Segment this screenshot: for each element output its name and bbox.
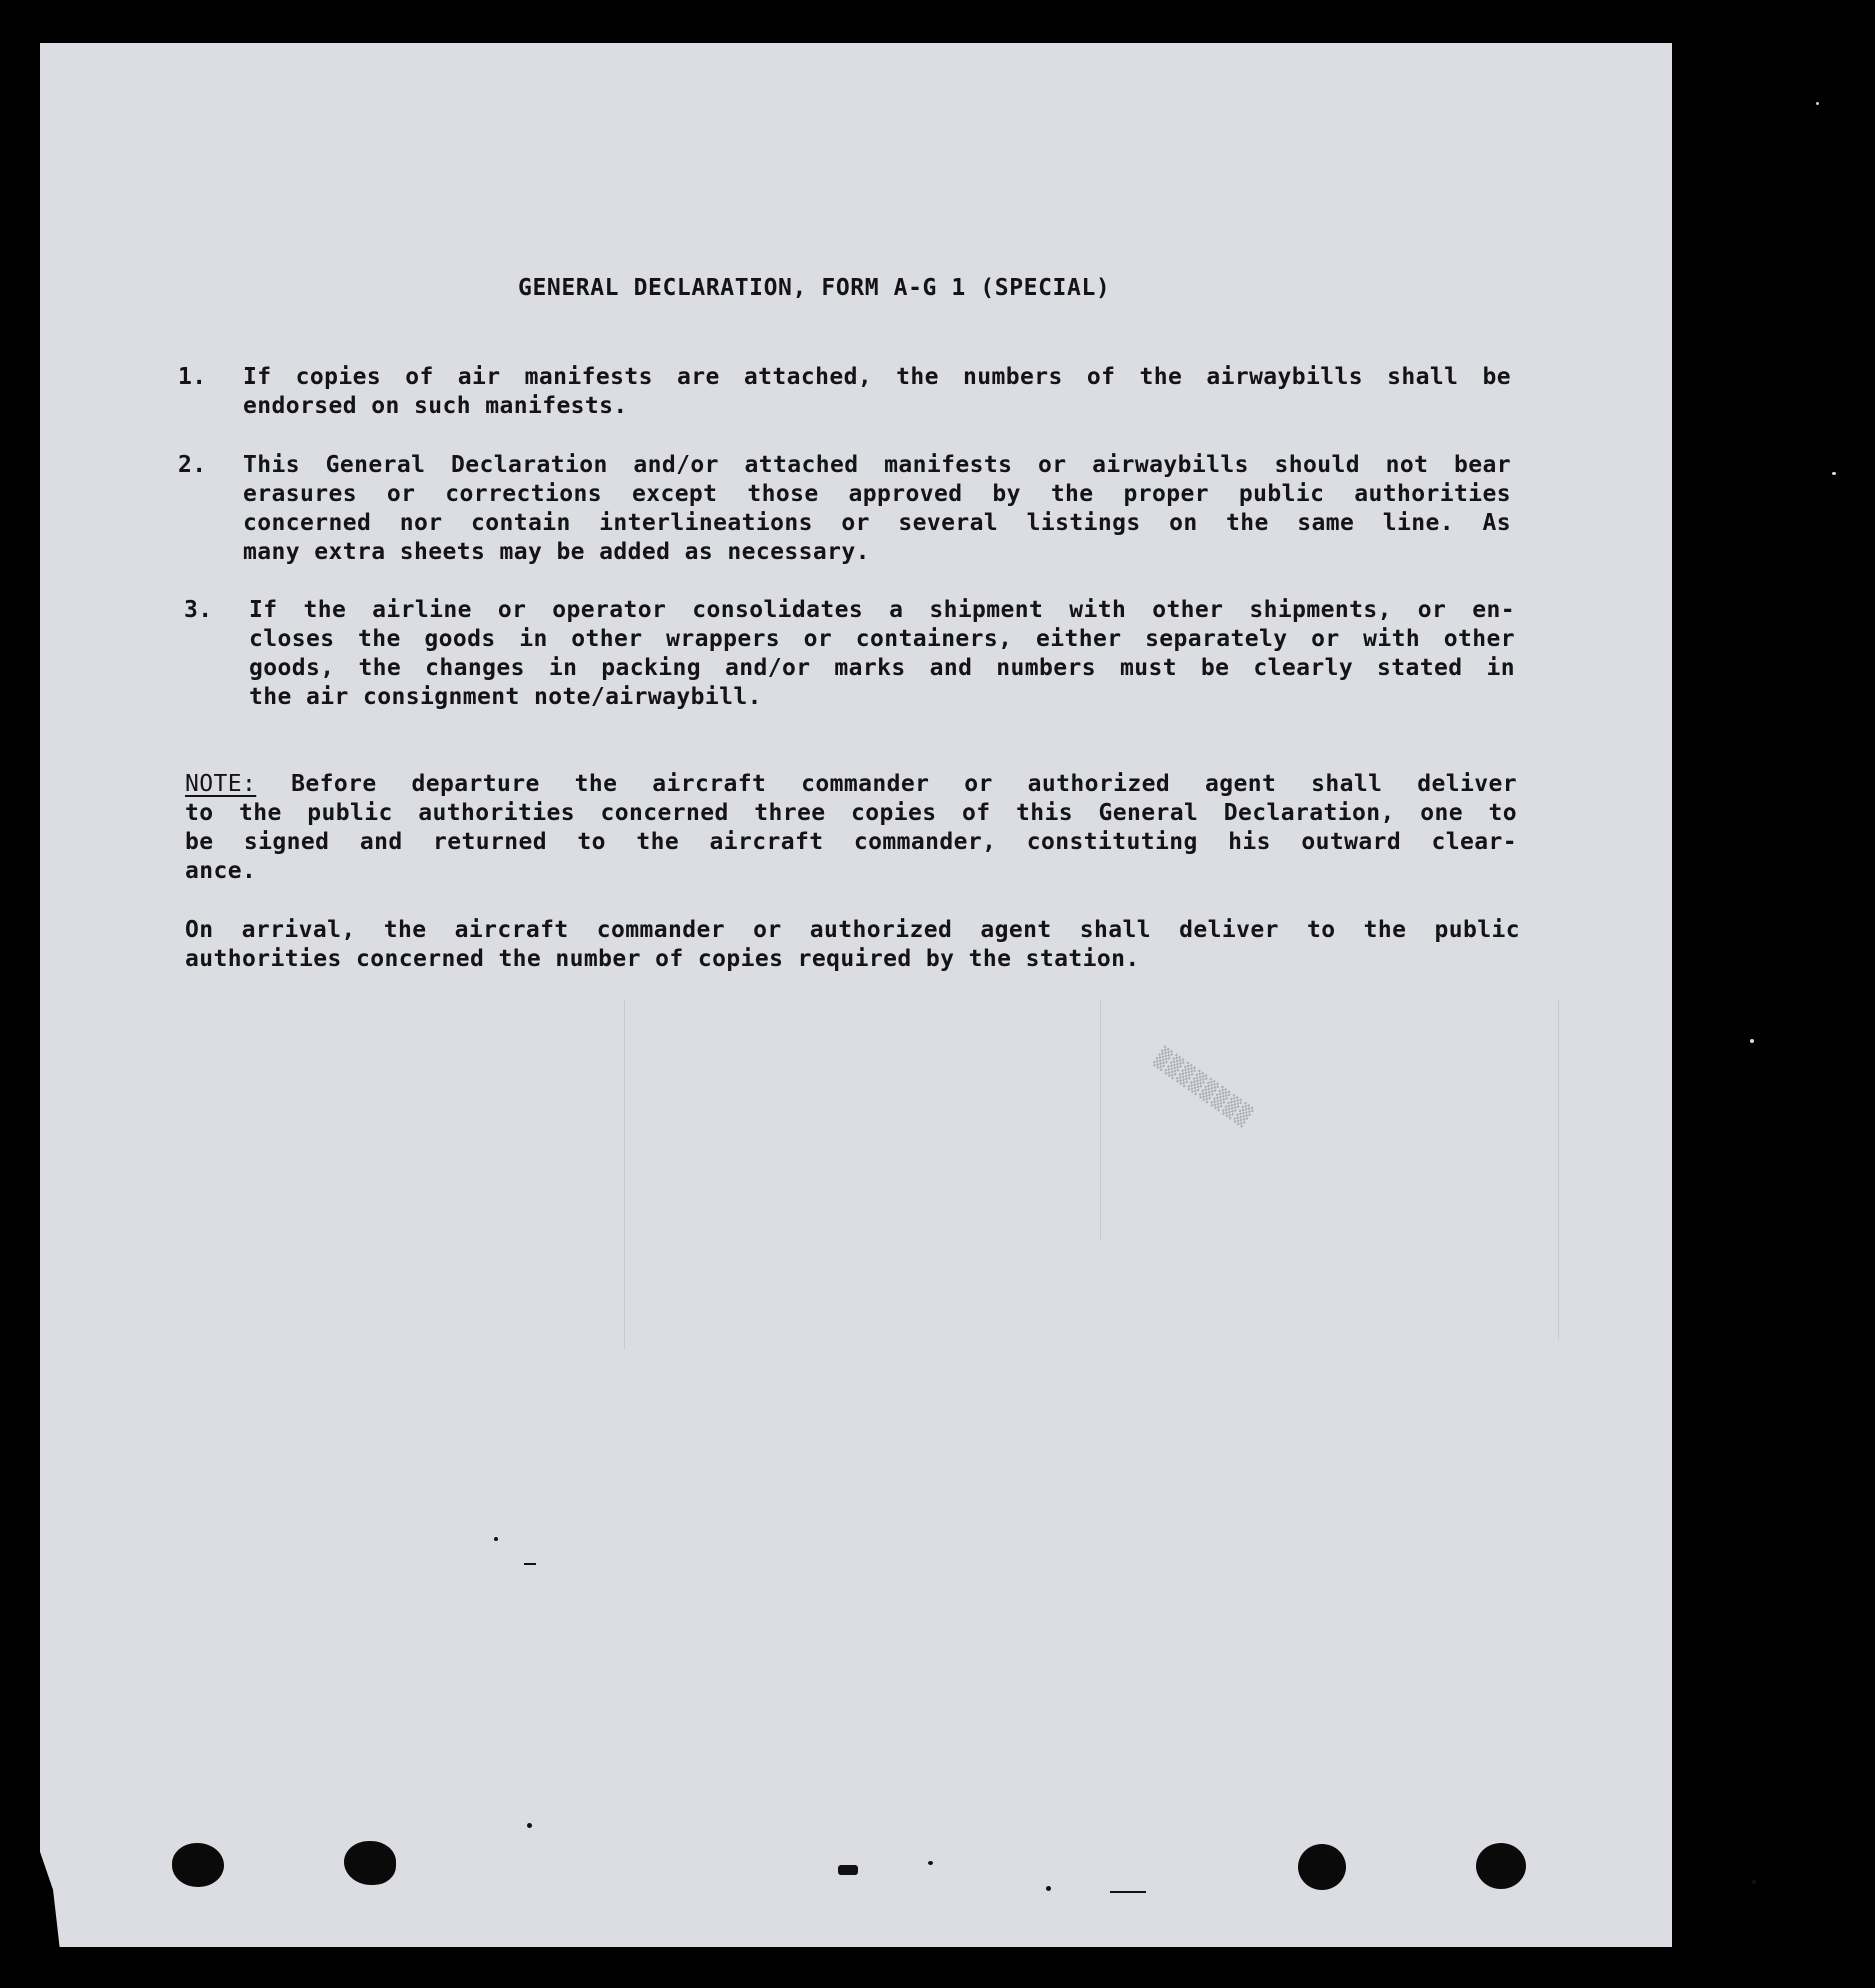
speck bbox=[1110, 1891, 1146, 1893]
text-line: authorities concerned the number of copies required by the station. bbox=[185, 946, 1140, 972]
note-text: Before departure the aircraft commander or authorized agent shall deliver bbox=[291, 771, 1518, 797]
speck bbox=[1750, 1039, 1754, 1043]
text-line: ance. bbox=[185, 858, 257, 884]
text-line: This General Declaration and/or attached manifests or airwaybills should not bear bbox=[243, 452, 1511, 478]
speck bbox=[494, 1537, 498, 1541]
text-line: closes the goods in other wrappers or containers, either separately or with other bbox=[249, 626, 1515, 652]
text-line: goods, the changes in packing and/or marks and numbers must be clearly stated in bbox=[249, 655, 1515, 681]
faint-stamp-mark: ▒▒▒▒▒▒▒▒ bbox=[1151, 1044, 1258, 1130]
item-number: 2. bbox=[178, 452, 207, 478]
document-title: GENERAL DECLARATION, FORM A-G 1 (SPECIAL) bbox=[518, 275, 1111, 301]
speck bbox=[1046, 1886, 1051, 1891]
text-line: On arrival, the aircraft commander or authorized agent shall deliver to the public bbox=[185, 917, 1520, 943]
speck bbox=[524, 1563, 536, 1565]
note-label: NOTE: bbox=[185, 771, 257, 797]
show-through-line bbox=[1558, 1000, 1559, 1340]
punch-hole bbox=[344, 1841, 396, 1885]
punch-hole bbox=[172, 1843, 224, 1887]
text-line: concerned nor contain interlineations or several listings on the same line. As bbox=[243, 510, 1511, 536]
text-line: to the public authorities concerned three copies of this General Declaration, one to bbox=[185, 800, 1517, 826]
text-line: be signed and returned to the aircraft commander, constituting his outward clear- bbox=[185, 829, 1517, 855]
speck bbox=[527, 1823, 532, 1828]
speck bbox=[928, 1861, 933, 1865]
text-line: the air consignment note/airwaybill. bbox=[249, 684, 762, 710]
text-line: If the airline or operator consolidates a shipment with other shipments, or en- bbox=[249, 597, 1515, 623]
show-through-line bbox=[624, 1000, 625, 1350]
item-3-text bbox=[249, 596, 1515, 712]
punch-hole bbox=[1298, 1844, 1346, 1890]
note-paragraph bbox=[185, 770, 1517, 886]
item-1-text bbox=[243, 363, 1511, 421]
show-through-line bbox=[1100, 1000, 1101, 1240]
text-line: erasures or corrections except those approved by the proper public authorities bbox=[243, 481, 1511, 507]
text-line: endorsed on such manifests. bbox=[243, 393, 628, 419]
punch-hole bbox=[1476, 1843, 1526, 1889]
document-page bbox=[40, 43, 1672, 1947]
speck bbox=[1816, 102, 1819, 105]
arrival-paragraph bbox=[185, 916, 1520, 974]
text-line: many extra sheets may be added as necessary. bbox=[243, 539, 870, 565]
speck bbox=[1832, 472, 1836, 475]
speck bbox=[838, 1865, 858, 1875]
note-first-line bbox=[185, 770, 1517, 799]
text-line: If copies of air manifests are attached, the numbers of the airwaybills shall be bbox=[243, 364, 1511, 390]
item-2-text bbox=[243, 451, 1511, 567]
item-number: 1. bbox=[178, 364, 207, 390]
item-number: 3. bbox=[184, 597, 213, 623]
speck bbox=[1752, 1880, 1756, 1884]
